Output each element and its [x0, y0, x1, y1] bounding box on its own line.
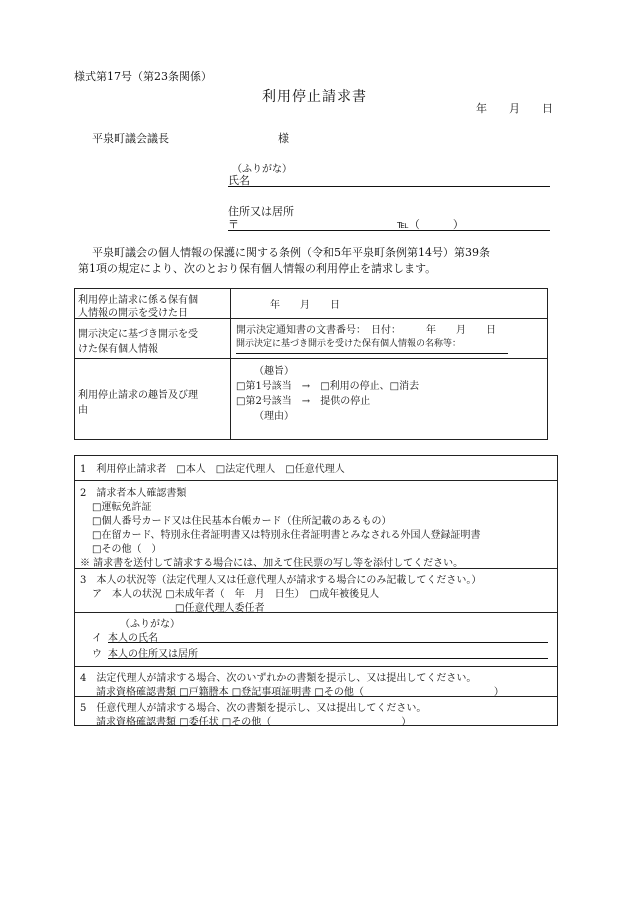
gist-option-2[interactable]: □第2号該当 → 提供の停止 [236, 396, 371, 407]
requester-type-options[interactable]: 1 利用停止請求者 □本人 □法定代理人 □任意代理人 [80, 464, 345, 475]
table-row-divider-2 [74, 358, 548, 359]
applicant-name-field[interactable] [228, 186, 550, 187]
id-documents-heading: 2 請求者本人確認書類 [80, 488, 187, 499]
id-doc-number-card[interactable]: □個人番号カード又は住民基本台帳カード（住所記載のあるもの） [92, 516, 392, 527]
voluntary-agent-documents[interactable]: 請求資格確認書類 □委任状 □その他（ ） [96, 717, 412, 728]
applicant-address-field[interactable] [228, 230, 550, 231]
legal-agent-heading: 4 法定代理人が請求する場合、次のいずれかの書類を提示し、又は提出してください。 [80, 673, 477, 684]
gist-heading: （趣旨） [254, 366, 294, 377]
table-column-divider [230, 288, 231, 440]
id-doc-other[interactable]: □その他（ ） [92, 544, 162, 555]
principal-status-heading: 3 本人の状況等（法定代理人又は任意代理人が請求する場合にのみ記載してください。） [80, 575, 482, 586]
row3-label-line2: 由 [78, 405, 88, 416]
section-divider-4 [74, 666, 558, 667]
principal-address-label: 本人の住所又は居所 [108, 649, 198, 660]
tel-label: ℡（ ） [397, 218, 464, 231]
principal-address-prefix: ウ [92, 649, 102, 660]
principal-name-field[interactable] [108, 642, 548, 643]
form-number: 様式第17号（第23条関係） [74, 70, 212, 83]
applicant-address-label: 住所又は居所 [228, 205, 294, 218]
row2-label-line1: 開示決定に基づき開示を受 [78, 329, 198, 340]
principal-name-label: 本人の氏名 [108, 633, 158, 644]
principal-furigana-label: （ふりがな） [120, 619, 180, 630]
row1-label-line1: 利用停止請求に係る保有個 [78, 295, 198, 306]
principal-name-prefix: イ [92, 633, 102, 644]
date-line: 年 月 日 [476, 102, 553, 115]
row2-label-line2: けた保有個人情報 [78, 344, 158, 355]
mail-request-note: ※ 請求書を送付して請求する場合には、加えて住民票の写し等を添付してください。 [80, 558, 464, 569]
gist-option-1[interactable]: □第1号該当 → □利用の停止、□消去 [236, 381, 420, 392]
intro-line-2: 第1項の規定により、次のとおり保有個人情報の利用停止を請求します。 [78, 262, 437, 275]
row1-label-line2: 人情報の開示を受けた日 [78, 308, 188, 319]
voluntary-agent-heading: 5 任意代理人が請求する場合、次の書類を提示し、又は提出してください。 [80, 703, 427, 714]
disclosed-info-name-field[interactable] [236, 353, 508, 354]
disclosed-info-name-label: 開示決定に基づき開示を受けた保有個人情報の名称等： [236, 339, 462, 349]
addressee: 平泉町議会議長 [92, 132, 169, 145]
intro-line-1: 平泉町議会の個人情報の保護に関する条例（令和5年平泉町条例第14号）第39条 [92, 246, 490, 259]
id-doc-residence-card[interactable]: □在留カード、特別永住者証明書又は特別永住者証明書とみなされる外国人登録証明書 [92, 530, 481, 541]
id-doc-drivers-license[interactable]: □運転免許証 [92, 502, 152, 513]
document-number-field[interactable]: 開示決定通知書の文書番号： 日付： 年 月 日 [236, 325, 496, 336]
disclosure-date-field[interactable]: 年 月 日 [270, 300, 340, 311]
principal-status-delegator[interactable]: □任意代理人委任者 [175, 603, 265, 614]
applicant-name-label: 氏名 [228, 174, 250, 187]
row3-label-line1: 利用停止請求の趣旨及び理 [78, 390, 198, 401]
honorific: 様 [278, 132, 289, 145]
applicant-furigana-label: （ふりがな） [232, 164, 292, 175]
page-title: 利用停止請求書 [262, 89, 367, 105]
postal-mark: 〒 [228, 218, 239, 231]
principal-address-field[interactable] [108, 658, 548, 659]
principal-status-options[interactable]: ア 本人の状況 □未成年者（ 年 月 日生） □成年被後見人 [92, 589, 380, 600]
reason-heading: （理由） [254, 411, 294, 422]
section-divider-1 [74, 480, 558, 481]
legal-agent-documents[interactable]: 請求資格確認書類 □戸籍謄本 □登記事項証明書 □その他（ ） [96, 687, 504, 698]
section-divider-3 [74, 612, 558, 613]
